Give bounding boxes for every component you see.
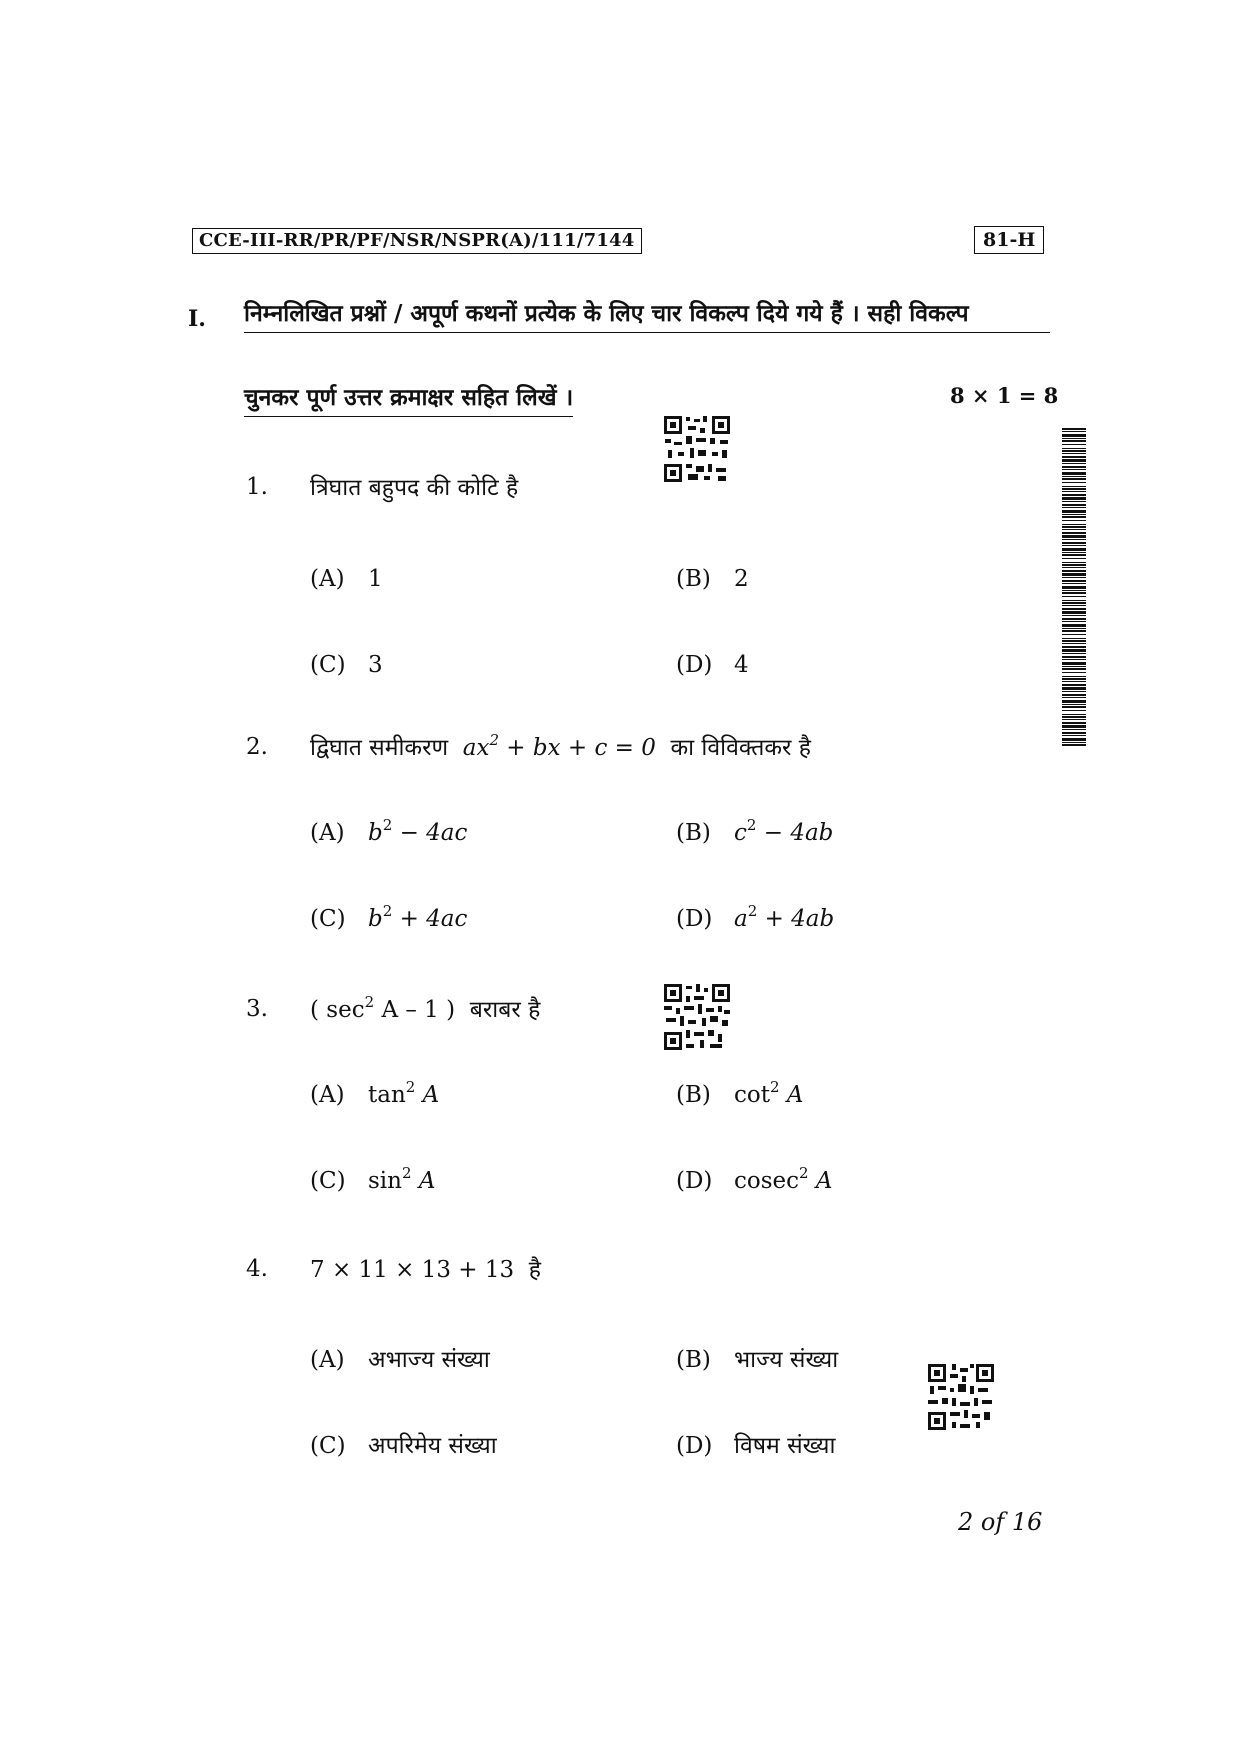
barcode-stripe xyxy=(1062,459,1086,462)
barcode-stripe xyxy=(1062,558,1086,559)
eq-rest: + bx + c = 0 xyxy=(498,735,656,761)
barcode-stripe xyxy=(1062,592,1086,594)
barcode-stripe xyxy=(1062,640,1086,642)
section-instruction-line1: निम्नलिखित प्रश्नों / अपूर्ण कथनों प्रत्येक के लिए चार विकल्प दिये गये हैं । सही विकल्प xyxy=(244,296,1050,333)
question-4-option-d xyxy=(676,1428,835,1460)
page-number: 2 of 16 xyxy=(958,1508,1043,1536)
barcode-stripe xyxy=(1062,456,1086,458)
question-1-number: 1. xyxy=(246,474,268,500)
question-2-number: 2. xyxy=(246,734,268,760)
option-exponent: 2 xyxy=(405,1078,416,1096)
barcode-stripe xyxy=(1062,596,1086,597)
barcode-stripe xyxy=(1062,646,1086,648)
barcode-stripe xyxy=(1062,466,1086,468)
barcode-stripe xyxy=(1062,716,1086,718)
barcode-stripe xyxy=(1062,634,1086,635)
qr-code-icon xyxy=(662,414,732,484)
option-label: (B) xyxy=(676,1347,711,1373)
question-4-option-b xyxy=(676,1342,838,1374)
barcode-stripe xyxy=(1062,570,1086,572)
barcode-stripe xyxy=(1062,532,1086,534)
barcode-stripe xyxy=(1062,545,1086,546)
barcode-stripe xyxy=(1062,676,1086,677)
barcode-stripe xyxy=(1062,586,1086,589)
eq-term: ax xyxy=(462,735,490,761)
barcode-stripe xyxy=(1062,600,1086,601)
option-exponent: 2 xyxy=(799,1164,809,1182)
question-4-suffix: है xyxy=(528,1257,541,1283)
barcode-stripe xyxy=(1062,621,1086,622)
barcode-stripe xyxy=(1062,539,1086,540)
qr-code-1 xyxy=(662,414,732,484)
section-number: I. xyxy=(188,306,206,332)
barcode-stripe xyxy=(1062,605,1086,606)
question-3-expr-exponent: 2 xyxy=(364,993,375,1011)
question-2-option-a xyxy=(310,816,468,846)
option-fn: tan xyxy=(368,1082,406,1108)
barcode-stripe xyxy=(1062,694,1086,696)
barcode-stripe xyxy=(1062,666,1086,667)
barcode-stripe xyxy=(1062,725,1086,728)
barcode-icon xyxy=(1062,428,1086,746)
question-1-option-c xyxy=(310,652,383,678)
option-value: 3 xyxy=(368,652,383,678)
question-4-number: 4. xyxy=(246,1256,268,1282)
barcode-stripe xyxy=(1062,719,1086,720)
exam-code: CCE-III-RR/PR/PF/NSR/NSPR(A)/111/7144 xyxy=(192,228,642,254)
eq-exponent: 2 xyxy=(489,731,499,749)
barcode-stripe xyxy=(1062,507,1086,508)
question-2-option-d xyxy=(676,902,835,932)
barcode-stripe xyxy=(1062,700,1086,703)
barcode-stripe xyxy=(1062,567,1086,568)
option-label: (D) xyxy=(676,1168,713,1194)
barcode-stripe xyxy=(1062,590,1086,591)
barcode-stripe xyxy=(1062,649,1086,652)
option-value: विषम संख्या xyxy=(734,1433,836,1459)
option-rest: + 4ab xyxy=(757,906,835,932)
option-base: b xyxy=(368,906,383,932)
question-3-expr-rest: A – 1 ) xyxy=(374,997,456,1023)
barcode-stripe xyxy=(1062,577,1086,578)
option-base: c xyxy=(734,820,747,846)
option-label: (C) xyxy=(310,1168,346,1194)
barcode-stripe xyxy=(1062,624,1086,627)
option-label: (B) xyxy=(676,1082,711,1108)
question-4-text xyxy=(310,1252,541,1284)
barcode-stripe xyxy=(1062,735,1086,736)
barcode-stripe xyxy=(1062,428,1086,430)
question-3-option-b xyxy=(676,1078,804,1108)
barcode-stripe xyxy=(1062,535,1086,538)
option-var: A xyxy=(418,1168,436,1194)
option-label: (A) xyxy=(310,1347,345,1373)
barcode-stripe xyxy=(1062,681,1086,682)
barcode-stripe xyxy=(1062,453,1086,454)
option-fn: cosec xyxy=(734,1168,800,1194)
option-label: (D) xyxy=(676,652,713,678)
option-value: 4 xyxy=(734,652,749,678)
option-label: (A) xyxy=(310,566,345,592)
barcode-stripe xyxy=(1062,463,1086,464)
barcode-stripe xyxy=(1062,738,1086,741)
barcode-stripe xyxy=(1062,706,1086,708)
barcode-stripe xyxy=(1062,469,1086,470)
qr-code-icon xyxy=(662,982,732,1052)
qr-code-2 xyxy=(662,982,732,1052)
barcode-stripe xyxy=(1062,744,1086,746)
barcode-stripe xyxy=(1062,501,1086,502)
question-3-option-c xyxy=(310,1164,436,1194)
barcode-stripe xyxy=(1062,608,1086,610)
barcode-stripe xyxy=(1062,486,1086,487)
question-3-option-a xyxy=(310,1078,440,1108)
barcode-stripe xyxy=(1062,602,1086,604)
barcode-stripe xyxy=(1062,448,1086,449)
barcode-stripe xyxy=(1062,628,1086,629)
question-3-number: 3. xyxy=(246,996,268,1022)
option-value: 2 xyxy=(734,566,749,592)
option-base: b xyxy=(368,820,383,846)
barcode-stripe xyxy=(1062,630,1086,632)
option-value: अपरिमेय संख्या xyxy=(368,1433,497,1459)
option-rest: − 4ac xyxy=(392,820,468,846)
barcode-stripe xyxy=(1062,472,1086,475)
barcode-stripe xyxy=(1062,440,1086,442)
barcode-stripe xyxy=(1062,552,1086,553)
barcode-stripe xyxy=(1062,516,1086,518)
barcode-stripe xyxy=(1062,444,1086,445)
question-3-suffix: बराबर है xyxy=(469,997,541,1023)
question-4-option-a xyxy=(310,1342,490,1374)
question-2-option-c xyxy=(310,902,468,932)
option-label: (A) xyxy=(310,1082,345,1108)
option-label: (D) xyxy=(676,1433,713,1459)
barcode-stripe xyxy=(1062,653,1086,654)
barcode-stripe xyxy=(1062,529,1086,530)
barcode-stripe xyxy=(1062,704,1086,705)
barcode-stripe xyxy=(1062,672,1086,673)
barcode-stripe xyxy=(1062,504,1086,506)
barcode-stripe xyxy=(1062,526,1086,528)
option-exponent: 2 xyxy=(769,1078,780,1096)
barcode-stripe xyxy=(1062,580,1086,582)
barcode-stripe xyxy=(1062,491,1086,492)
barcode-stripe xyxy=(1062,476,1086,477)
question-1-option-d xyxy=(676,652,749,678)
barcode-stripe xyxy=(1062,611,1086,614)
option-value: 1 xyxy=(368,566,383,592)
barcode-stripe xyxy=(1062,554,1086,556)
option-value: भाज्य संख्या xyxy=(734,1347,839,1373)
barcode-stripe xyxy=(1062,618,1086,620)
barcode-stripe xyxy=(1062,643,1086,644)
barcode-stripe xyxy=(1062,583,1086,584)
barcode-stripe xyxy=(1062,514,1086,515)
barcode-stripe xyxy=(1062,573,1086,576)
barcode-stripe xyxy=(1062,615,1086,616)
barcode-stripe xyxy=(1062,562,1086,563)
question-3-expr-open: ( sec xyxy=(310,997,365,1023)
question-4-option-c xyxy=(310,1428,497,1460)
option-rest: + 4ac xyxy=(392,906,468,932)
barcode-stripe xyxy=(1062,497,1086,500)
option-label: (A) xyxy=(310,820,345,846)
option-label: (D) xyxy=(676,906,713,932)
question-2-equation xyxy=(462,731,656,761)
question-2-text xyxy=(310,730,811,762)
question-2-prefix: द्विघात समीकरण xyxy=(310,735,449,761)
option-value: अभाज्य संख्या xyxy=(368,1347,490,1373)
option-label: (C) xyxy=(310,906,346,932)
question-1-option-b xyxy=(676,566,749,592)
barcode-stripe xyxy=(1062,450,1086,452)
barcode-stripe xyxy=(1062,434,1086,437)
option-label: (C) xyxy=(310,652,346,678)
barcode-stripe xyxy=(1062,482,1086,483)
qr-code-icon xyxy=(926,1362,996,1432)
barcode-stripe xyxy=(1062,691,1086,692)
option-label: (B) xyxy=(676,566,711,592)
barcode-stripe xyxy=(1062,656,1086,658)
question-3-text xyxy=(310,992,540,1024)
barcode-stripe xyxy=(1062,510,1086,513)
barcode xyxy=(1062,428,1086,746)
barcode-stripe xyxy=(1062,729,1086,730)
barcode-stripe xyxy=(1062,732,1086,734)
barcode-stripe xyxy=(1062,684,1086,686)
option-label: (C) xyxy=(310,1433,346,1459)
paper-code: 81-H xyxy=(974,226,1044,254)
section-marks: 8 × 1 = 8 xyxy=(950,383,1059,408)
barcode-stripe xyxy=(1062,431,1086,432)
barcode-stripe xyxy=(1062,520,1086,521)
option-var: A xyxy=(815,1168,833,1194)
barcode-stripe xyxy=(1062,722,1086,724)
option-fn: sin xyxy=(368,1168,402,1194)
barcode-stripe xyxy=(1062,697,1086,698)
option-exponent: 2 xyxy=(746,816,757,834)
barcode-stripe xyxy=(1062,478,1086,480)
option-label: (B) xyxy=(676,820,711,846)
question-2-suffix: का विविक्तकर है xyxy=(670,735,811,761)
option-exponent: 2 xyxy=(747,902,758,920)
option-var: A xyxy=(422,1082,440,1108)
barcode-stripe xyxy=(1062,710,1086,711)
barcode-stripe xyxy=(1062,678,1086,680)
barcode-stripe xyxy=(1062,662,1086,665)
barcode-stripe xyxy=(1062,524,1086,525)
option-fn: cot xyxy=(734,1082,770,1108)
barcode-stripe xyxy=(1062,494,1086,496)
question-3-option-d xyxy=(676,1164,833,1194)
question-1-option-a xyxy=(310,566,383,592)
option-var: A xyxy=(786,1082,804,1108)
option-exponent: 2 xyxy=(382,816,393,834)
barcode-stripe xyxy=(1062,488,1086,490)
barcode-stripe xyxy=(1062,659,1086,660)
qr-code-3 xyxy=(926,1362,996,1432)
option-exponent: 2 xyxy=(401,1164,412,1182)
barcode-stripe xyxy=(1062,742,1086,743)
question-2-option-b xyxy=(676,816,834,846)
barcode-stripe xyxy=(1062,438,1086,439)
question-4-expr: 7 × 11 × 13 + 13 xyxy=(310,1257,515,1283)
barcode-stripe xyxy=(1062,687,1086,690)
question-1-text: त्रिघात बहुपद की कोटि है xyxy=(310,475,519,501)
section-instruction-line2: चुनकर पूर्ण उत्तर क्रमाक्षर सहित लिखें । xyxy=(244,380,573,417)
barcode-stripe xyxy=(1062,542,1086,544)
option-base: a xyxy=(734,906,748,932)
option-rest: − 4ab xyxy=(756,820,834,846)
barcode-stripe xyxy=(1062,564,1086,566)
barcode-stripe xyxy=(1062,548,1086,551)
barcode-stripe xyxy=(1062,668,1086,670)
barcode-stripe xyxy=(1062,714,1086,715)
barcode-stripe xyxy=(1062,638,1086,639)
option-exponent: 2 xyxy=(382,902,393,920)
